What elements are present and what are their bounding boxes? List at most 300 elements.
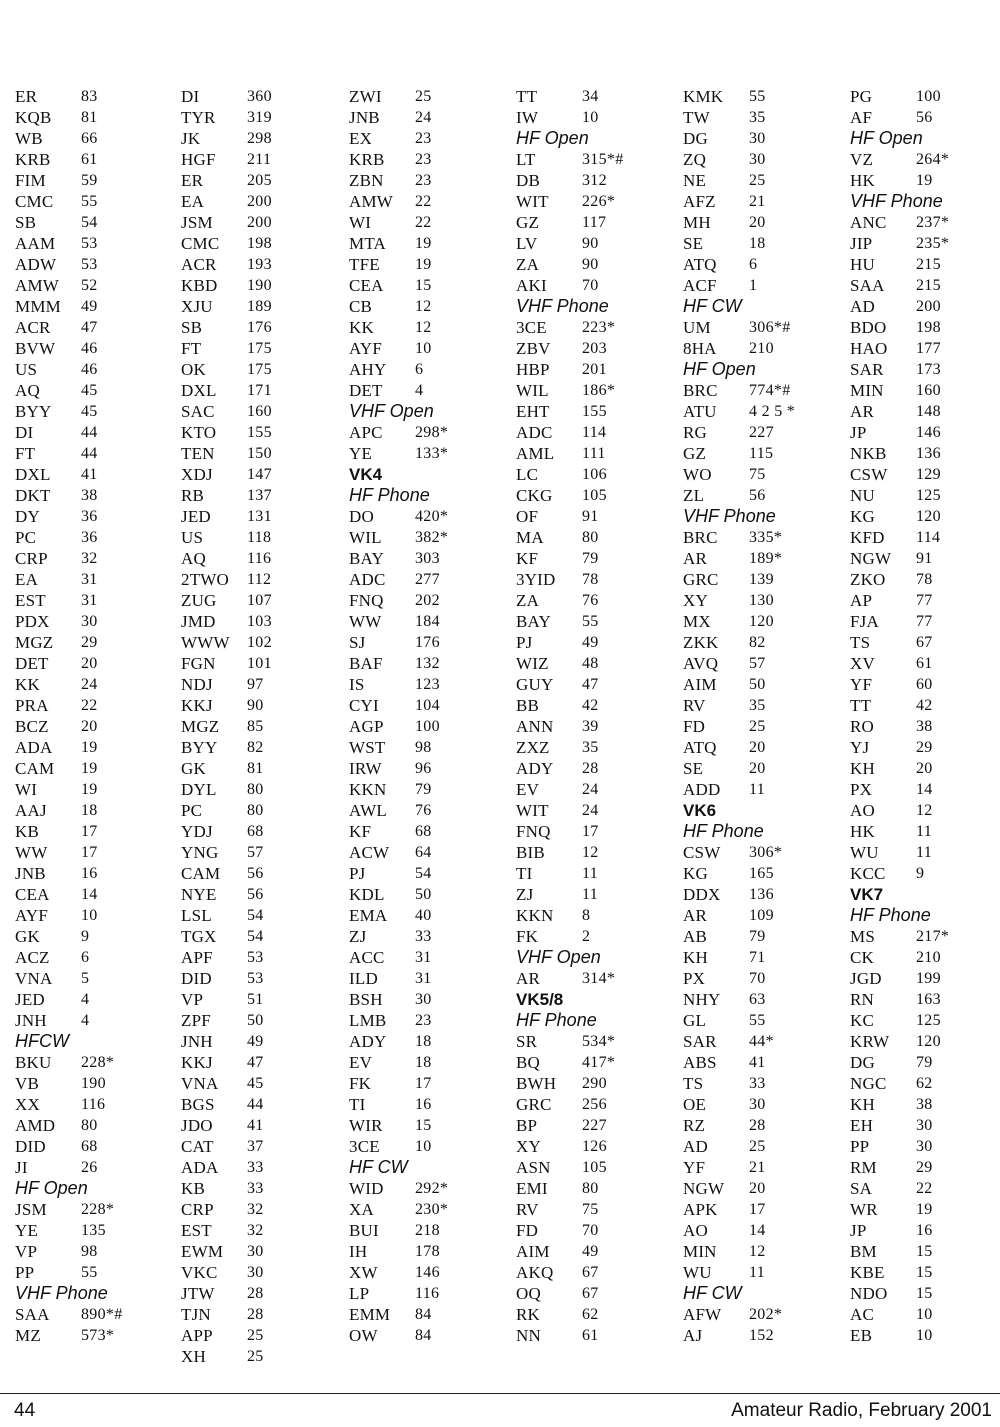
- callsign: 3YID: [516, 570, 556, 589]
- score-value: 14: [749, 1222, 766, 1239]
- score-value: 160: [247, 403, 272, 420]
- callsign: BAY: [516, 612, 551, 631]
- callsign: KKJ: [181, 696, 213, 715]
- callsign: DY: [15, 507, 40, 526]
- score-entry: [850, 737, 1000, 758]
- callsign: UM: [683, 318, 711, 337]
- score-value: 80: [247, 802, 264, 819]
- score-entry: [516, 1241, 676, 1262]
- score-value: 230*: [415, 1201, 449, 1218]
- score-value: 111: [582, 445, 606, 462]
- score-value: 100: [415, 718, 440, 735]
- score-entry: [181, 464, 341, 485]
- callsign: ZBN: [349, 171, 384, 190]
- score-entry: [181, 1094, 341, 1115]
- callsign: ADD: [683, 780, 721, 799]
- callsign: NDO: [850, 1284, 888, 1303]
- score-value: 41: [81, 466, 98, 483]
- callsign: DI: [181, 87, 200, 106]
- score-value: 217*: [916, 928, 950, 945]
- score-value: 189: [247, 298, 272, 315]
- score-value: 61: [916, 655, 933, 672]
- score-value: 198: [916, 319, 941, 336]
- score-entry: [15, 653, 175, 674]
- score-value: 200: [247, 214, 272, 231]
- score-value: 118: [247, 529, 272, 546]
- score-entry: [516, 464, 676, 485]
- score-value: 210: [749, 340, 774, 357]
- callsign: EA: [15, 570, 39, 589]
- score-entry: [15, 296, 175, 317]
- score-entry: [683, 842, 843, 863]
- callsign: BWH: [516, 1074, 557, 1093]
- score-value: 22: [415, 214, 432, 231]
- score-value: 9: [916, 865, 925, 882]
- score-value: 67: [916, 634, 933, 651]
- callsign: BAY: [349, 549, 384, 568]
- score-entry: [349, 863, 509, 884]
- callsign: CEA: [349, 276, 384, 295]
- score-entry: [516, 485, 676, 506]
- score-entry: [15, 1094, 175, 1115]
- score-entry: [516, 548, 676, 569]
- score-entry: [683, 233, 843, 254]
- score-entry: [181, 149, 341, 170]
- score-value: 33: [247, 1180, 264, 1197]
- score-entry: [683, 548, 843, 569]
- score-value: 19: [916, 172, 933, 189]
- callsign: XY: [683, 591, 708, 610]
- score-value: 774*#: [749, 382, 791, 399]
- score-entry: [850, 212, 1000, 233]
- score-entry: [850, 233, 1000, 254]
- score-value: 70: [749, 970, 766, 987]
- score-value: 39: [582, 718, 599, 735]
- callsign: LP: [349, 1284, 370, 1303]
- score-value: 112: [247, 571, 272, 588]
- category-subheading: HFCW: [15, 1031, 69, 1051]
- score-value: 177: [916, 340, 941, 357]
- score-value: 12: [749, 1243, 766, 1260]
- score-entry: [516, 674, 676, 695]
- callsign: YNG: [181, 843, 219, 862]
- callsign: JNH: [15, 1011, 47, 1030]
- callsign: BKU: [15, 1053, 52, 1072]
- score-value: 84: [415, 1306, 432, 1323]
- callsign: AMW: [349, 192, 394, 211]
- score-entry: [683, 1094, 843, 1115]
- score-entry: [850, 653, 1000, 674]
- callsign: OW: [349, 1326, 378, 1345]
- score-value: 18: [415, 1054, 432, 1071]
- score-entry: [349, 107, 509, 128]
- score-value: 67: [582, 1285, 599, 1302]
- score-value: 4: [81, 1012, 90, 1029]
- score-value: 25: [749, 1138, 766, 1155]
- score-entry: [850, 1136, 1000, 1157]
- score-value: 175: [247, 340, 272, 357]
- score-value: 314*: [582, 970, 616, 987]
- callsign: ADC: [516, 423, 553, 442]
- score-entry: [516, 401, 676, 422]
- callsign: JED: [15, 990, 45, 1009]
- score-entry: [683, 254, 843, 275]
- callsign: MGZ: [15, 633, 54, 652]
- score-entry: [15, 926, 175, 947]
- score-value: 30: [916, 1117, 933, 1134]
- score-entry: [516, 821, 676, 842]
- score-entry: [683, 443, 843, 464]
- score-entry: [349, 1241, 509, 1262]
- callsign: BRC: [683, 381, 718, 400]
- callsign: FT: [15, 444, 36, 463]
- score-entry: [181, 1136, 341, 1157]
- callsign: JSM: [181, 213, 213, 232]
- score-entry: [181, 1325, 341, 1346]
- score-entry: [349, 443, 509, 464]
- score-value: 31: [415, 949, 432, 966]
- callsign: PRA: [15, 696, 49, 715]
- callsign: PJ: [349, 864, 366, 883]
- score-entry: [516, 1220, 676, 1241]
- callsign: BIB: [516, 843, 545, 862]
- score-entry: [349, 737, 509, 758]
- score-value: 62: [916, 1075, 933, 1092]
- score-value: 116: [247, 550, 272, 567]
- callsign: XJU: [181, 297, 213, 316]
- score-value: 11: [916, 844, 933, 861]
- score-value: 189*: [749, 550, 783, 567]
- callsign: FNQ: [349, 591, 384, 610]
- score-entry: [181, 380, 341, 401]
- callsign: SB: [181, 318, 203, 337]
- callsign: JP: [850, 423, 867, 442]
- score-entry: [181, 863, 341, 884]
- callsign: TS: [683, 1074, 704, 1093]
- score-entry: [349, 1283, 509, 1304]
- callsign: JK: [181, 129, 201, 148]
- callsign: PJ: [516, 633, 533, 652]
- score-value: 25: [247, 1327, 264, 1344]
- score-value: 98: [415, 739, 432, 756]
- score-entry: [516, 1073, 676, 1094]
- score-value: 90: [582, 256, 599, 273]
- callsign: EST: [15, 591, 46, 610]
- score-value: 46: [81, 340, 98, 357]
- score-value: 12: [582, 844, 599, 861]
- score-entry: [349, 905, 509, 926]
- callsign: PX: [683, 969, 706, 988]
- score-entry: [516, 569, 676, 590]
- score-value: 82: [749, 634, 766, 651]
- score-value: 40: [415, 907, 432, 924]
- score-entry: [181, 800, 341, 821]
- score-entry: [15, 1010, 175, 1031]
- score-entry: [850, 1262, 1000, 1283]
- score-value: 227: [582, 1117, 607, 1134]
- score-value: 82: [247, 739, 264, 756]
- callsign: SA: [850, 1179, 873, 1198]
- score-entry: [850, 464, 1000, 485]
- callsign: XDJ: [181, 465, 213, 484]
- score-value: 61: [81, 151, 98, 168]
- score-value: 15: [916, 1243, 933, 1260]
- callsign: AAM: [15, 234, 56, 253]
- callsign: CMC: [181, 234, 220, 253]
- callsign: YE: [349, 444, 373, 463]
- score-entry: [181, 842, 341, 863]
- callsign: EV: [516, 780, 540, 799]
- score-entry: [349, 338, 509, 359]
- score-value: 107: [247, 592, 272, 609]
- callsign: CEA: [15, 885, 50, 904]
- score-value: 44: [81, 424, 98, 441]
- callsign: WIL: [516, 381, 549, 400]
- callsign: SJ: [349, 633, 366, 652]
- score-value: 155: [247, 424, 272, 441]
- score-value: 10: [81, 907, 98, 924]
- column-4: [516, 86, 676, 1346]
- callsign: WST: [349, 738, 386, 757]
- score-value: 123: [415, 676, 440, 693]
- score-entry: [349, 1073, 509, 1094]
- score-entry: [181, 1220, 341, 1241]
- score-value: 31: [81, 571, 98, 588]
- score-value: 52: [81, 277, 98, 294]
- score-value: 319: [247, 109, 272, 126]
- score-value: 53: [81, 235, 98, 252]
- score-value: 132: [415, 655, 440, 672]
- score-value: 81: [81, 109, 98, 126]
- score-entry: [349, 359, 509, 380]
- callsign: DB: [516, 171, 541, 190]
- score-value: 106: [582, 466, 607, 483]
- score-entry: [850, 569, 1000, 590]
- score-value: 28: [582, 760, 599, 777]
- score-value: 15: [415, 1117, 432, 1134]
- score-value: 80: [81, 1117, 98, 1134]
- score-value: 11: [749, 1264, 766, 1281]
- score-entry: [15, 590, 175, 611]
- callsign: EMI: [516, 1179, 548, 1198]
- callsign: WIR: [349, 1116, 383, 1135]
- score-value: 165: [749, 865, 774, 882]
- score-entry: [516, 422, 676, 443]
- score-value: 12: [415, 298, 432, 315]
- score-entry: [15, 716, 175, 737]
- callsign: CK: [850, 948, 875, 967]
- callsign: US: [181, 528, 204, 547]
- score-value: 46: [81, 361, 98, 378]
- callsign: JDO: [181, 1116, 213, 1135]
- callsign: AJ: [683, 1326, 703, 1345]
- callsign: BQ: [516, 1053, 541, 1072]
- score-value: 201: [582, 361, 607, 378]
- callsign: ZA: [516, 591, 540, 610]
- score-value: 136: [916, 445, 941, 462]
- score-value: 190: [81, 1075, 106, 1092]
- score-value: 28: [247, 1285, 264, 1302]
- score-value: 205: [247, 172, 272, 189]
- score-value: 49: [247, 1033, 264, 1050]
- score-entry: [516, 611, 676, 632]
- callsign: SAR: [683, 1032, 717, 1051]
- callsign: ADA: [181, 1158, 219, 1177]
- callsign: KTO: [181, 423, 217, 442]
- score-value: 198: [247, 235, 272, 252]
- score-entry: [850, 527, 1000, 548]
- score-value: 24: [81, 676, 98, 693]
- callsign: AMW: [15, 276, 60, 295]
- score-value: 203: [582, 340, 607, 357]
- callsign: RN: [850, 990, 875, 1009]
- score-value: 312: [582, 172, 607, 189]
- category-subheading: HF CW: [683, 296, 742, 316]
- score-entry: [181, 527, 341, 548]
- callsign: BCZ: [15, 717, 49, 736]
- score-value: 202*: [749, 1306, 783, 1323]
- score-value: 18: [81, 802, 98, 819]
- callsign: FD: [683, 717, 706, 736]
- callsign: LT: [516, 150, 536, 169]
- callsign: XW: [349, 1263, 378, 1282]
- score-value: 80: [582, 1180, 599, 1197]
- score-entry: [181, 296, 341, 317]
- score-entry: [181, 443, 341, 464]
- score-value: 14: [916, 781, 933, 798]
- score-entry: [683, 1199, 843, 1220]
- score-value: 210: [916, 949, 941, 966]
- score-entry: [516, 254, 676, 275]
- score-value: 175: [247, 361, 272, 378]
- score-entry: [181, 212, 341, 233]
- score-value: 125: [916, 1012, 941, 1029]
- callsign: OF: [516, 507, 539, 526]
- score-value: 51: [247, 991, 264, 1008]
- callsign: FGN: [181, 654, 216, 673]
- score-entry: [850, 1115, 1000, 1136]
- score-value: 277: [415, 571, 440, 588]
- score-entry: [15, 485, 175, 506]
- score-value: 67: [582, 1264, 599, 1281]
- callsign: CAT: [181, 1137, 214, 1156]
- score-entry: [850, 170, 1000, 191]
- callsign: XV: [850, 654, 875, 673]
- score-value: 21: [749, 193, 766, 210]
- score-entry: [181, 926, 341, 947]
- callsign: KCC: [850, 864, 886, 883]
- score-value: 41: [749, 1054, 766, 1071]
- score-entry: [850, 317, 1000, 338]
- callsign: DYL: [181, 780, 217, 799]
- score-value: 42: [916, 697, 933, 714]
- score-value: 16: [916, 1222, 933, 1239]
- callsign: ACZ: [15, 948, 50, 967]
- score-entry: [850, 1178, 1000, 1199]
- callsign: AIM: [683, 675, 717, 694]
- callsign: ANC: [850, 213, 887, 232]
- callsign: WW: [15, 843, 48, 862]
- callsign: ER: [181, 171, 204, 190]
- callsign: KH: [850, 1095, 875, 1114]
- score-entry: [349, 653, 509, 674]
- category-subheading: VHF Open: [349, 401, 434, 421]
- score-value: 116: [81, 1096, 106, 1113]
- score-entry: [15, 758, 175, 779]
- score-entry: [181, 590, 341, 611]
- score-value: 171: [247, 382, 272, 399]
- callsign: DXL: [15, 465, 51, 484]
- score-entry: [683, 527, 843, 548]
- callsign: DDX: [683, 885, 721, 904]
- score-value: 54: [247, 928, 264, 945]
- callsign: BVW: [15, 339, 56, 358]
- callsign: KBD: [181, 276, 218, 295]
- score-value: 290: [582, 1075, 607, 1092]
- score-entry: [181, 317, 341, 338]
- column-1: [15, 86, 175, 1346]
- callsign: AWL: [349, 801, 387, 820]
- score-value: 146: [916, 424, 941, 441]
- column-6: [850, 86, 1000, 1346]
- score-entry: [181, 401, 341, 422]
- score-value: 890*#: [81, 1306, 123, 1323]
- score-value: 81: [247, 760, 264, 777]
- score-entry: [850, 149, 1000, 170]
- score-value: 78: [582, 571, 599, 588]
- score-entry: [15, 779, 175, 800]
- score-value: 48: [582, 655, 599, 672]
- score-entry: [15, 947, 175, 968]
- callsign: WIL: [349, 528, 382, 547]
- score-entry: [15, 1262, 175, 1283]
- score-entry: [516, 1031, 676, 1052]
- score-value: 34: [582, 88, 599, 105]
- score-value: 63: [749, 991, 766, 1008]
- score-entry: [516, 170, 676, 191]
- callsign: RM: [850, 1158, 877, 1177]
- score-entry: [15, 401, 175, 422]
- callsign: APK: [683, 1200, 718, 1219]
- score-value: 30: [247, 1264, 264, 1281]
- score-value: 75: [749, 466, 766, 483]
- score-value: 62: [582, 1306, 599, 1323]
- callsign: WI: [349, 213, 372, 232]
- score-entry: [683, 926, 843, 947]
- score-value: 38: [81, 487, 98, 504]
- score-value: 19: [415, 235, 432, 252]
- callsign: AO: [850, 801, 875, 820]
- callsign: WWW: [181, 633, 230, 652]
- callsign: WR: [850, 1200, 878, 1219]
- score-value: 66: [81, 130, 98, 147]
- score-value: 38: [916, 718, 933, 735]
- callsign: KMK: [683, 87, 724, 106]
- callsign: MS: [850, 927, 875, 946]
- score-entry: [850, 1157, 1000, 1178]
- score-value: 223*: [582, 319, 616, 336]
- score-entry: [516, 233, 676, 254]
- callsign: WB: [15, 129, 43, 148]
- score-value: 116: [415, 1285, 440, 1302]
- score-entry: [181, 86, 341, 107]
- score-value: 96: [415, 760, 432, 777]
- score-entry: [683, 86, 843, 107]
- score-entry: [516, 191, 676, 212]
- score-entry: [349, 695, 509, 716]
- callsign: WIT: [516, 192, 549, 211]
- score-entry: [15, 842, 175, 863]
